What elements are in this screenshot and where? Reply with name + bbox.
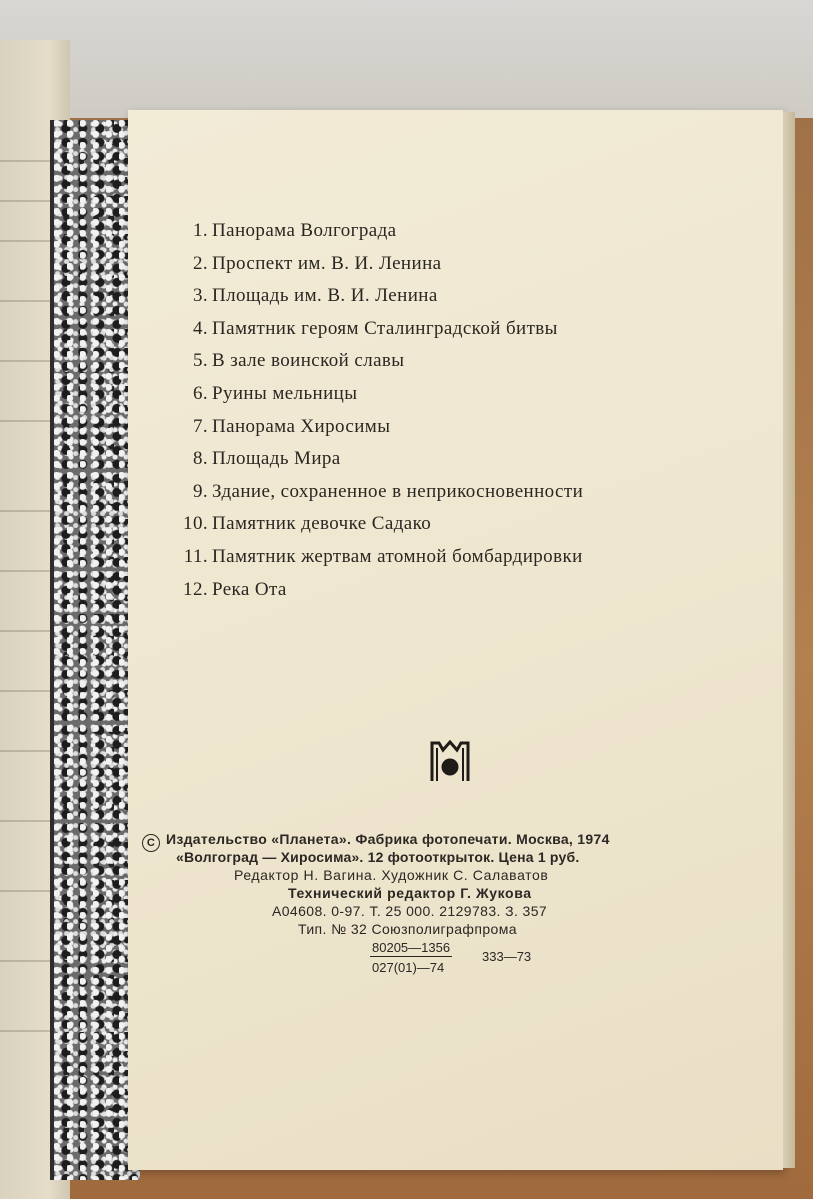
contents-list (168, 217, 728, 608)
imprint-printer: Тип. № 32 Союзполиграфпрома (298, 921, 517, 937)
imprint-title: «Волгоград — Хиросима». 12 фотооткрыток. Цена 1 руб. (176, 849, 580, 865)
publisher-logo-icon (430, 740, 470, 782)
photo-strip (50, 120, 140, 1180)
imprint-tech-editor: Технический редактор Г. Жукова (288, 885, 532, 901)
list-item: 4. Памятник героям Сталинградской битвы (192, 317, 558, 339)
list-item: 8. Площадь Мира (192, 448, 341, 470)
list-item: 10. Памятник девочке Садако (183, 513, 432, 535)
fraction-side-code: 333—73 (482, 949, 532, 964)
list-item: 7. Панорама Хиросимы (192, 415, 391, 437)
list-item: 2. Проспект им. В. И. Ленина (192, 252, 442, 274)
fraction-numerator: 80205—1356 (372, 940, 451, 955)
imprint-editors: Редактор Н. Вагина. Художник С. Салаватов (234, 867, 549, 883)
wall-background (0, 0, 813, 118)
copyright-icon: C (142, 834, 160, 852)
imprint-publisher: C Издательство «Планета». Фабрика фотопечати. Москва, 1974 (142, 830, 762, 848)
list-item: 5. В зале воинской славы (192, 350, 405, 372)
list-item: 12. Река Ота (183, 578, 287, 600)
list-item: 3. Площадь им. В. И. Ленина (192, 285, 438, 307)
list-item: 6. Руины мельницы (192, 382, 358, 404)
list-item: 9. Здание, сохраненное в неприкосновенности (192, 480, 584, 502)
catalog-fraction (370, 940, 532, 975)
imprint (142, 830, 762, 938)
list-item: 1. Панорама Волгограда (192, 220, 397, 241)
page-edge (783, 112, 795, 1168)
imprint-codes: А04608. 0-97. Т. 25 000. 2129783. З. 357 (272, 903, 548, 919)
fraction-denominator: 027(01)—74 (372, 960, 445, 975)
list-item: 11. Памятник жертвам атомной бомбардировки (183, 545, 583, 567)
